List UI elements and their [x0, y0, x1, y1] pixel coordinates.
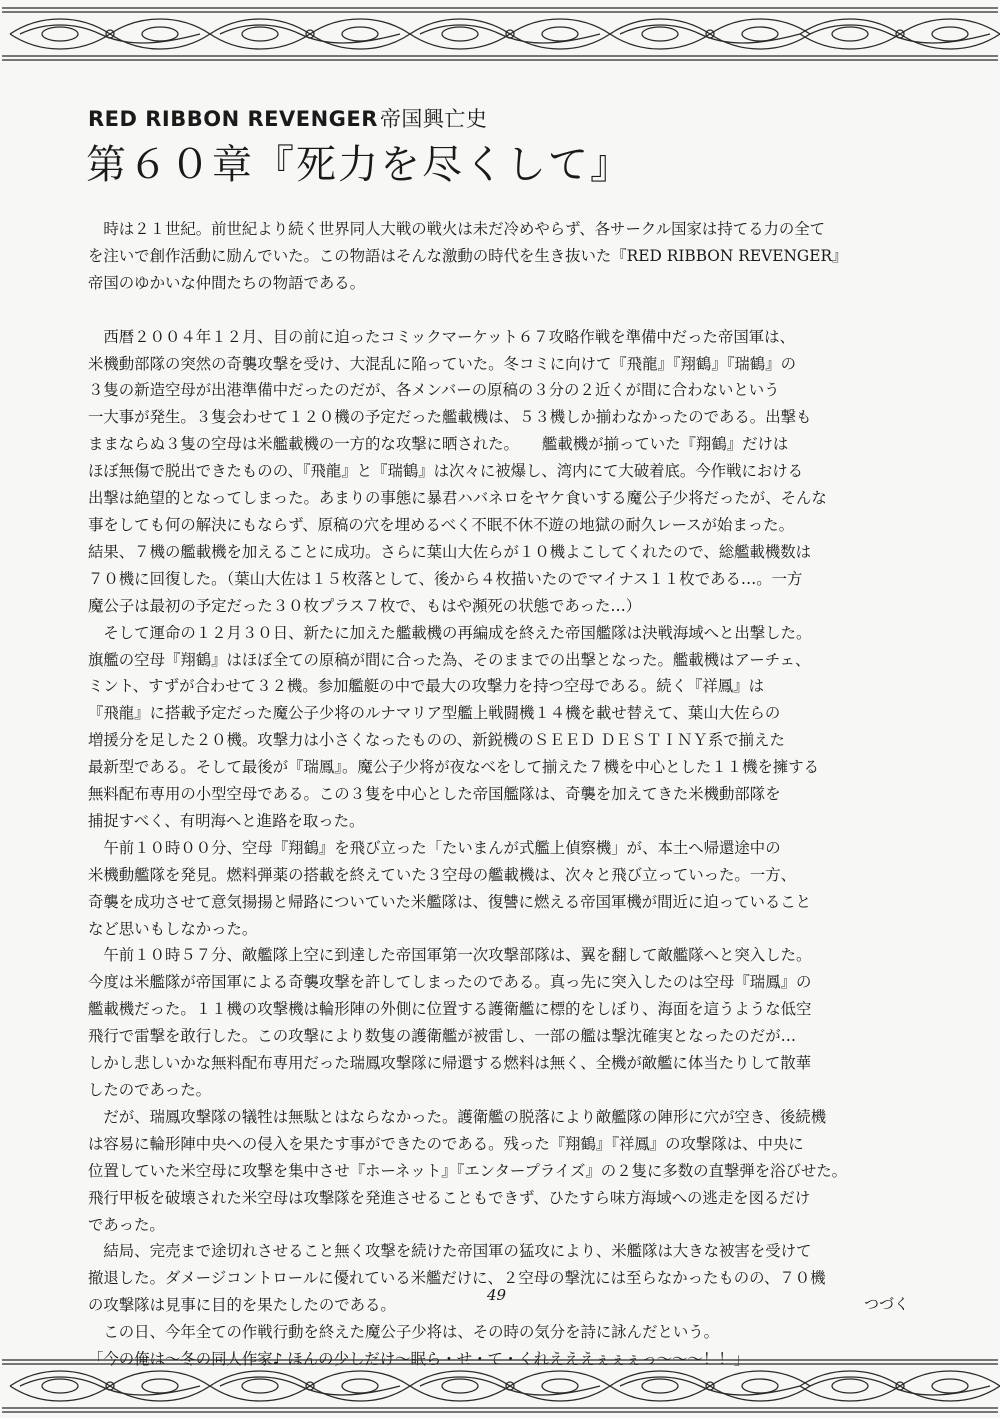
- bottom-ornamental-border: [0, 1354, 1000, 1418]
- chapter-title: 第６０章『死力を尽くして』: [86, 142, 632, 188]
- story-body: 時は２１世紀。前世紀より続く世界同人大戦の戦火は未だ冷めやらず、各サークル国家は持てる力の全て を注いで創作活動に励んでいた。この物語はそんな激動の時代を生き抜いた『RED RIBBON REVENGER』 帝国のゆかいな仲間たちの物語である。 西暦２００４年１２月、目の前に迫ったコミックマーケット６７攻略作戦を準備中だった帝国軍は、 米機動部隊の突然の奇襲攻撃を受け、大混乱に陥っていた。冬コミに向けて『飛龍』『翔鶴』『瑞鶴』の ３隻の新造空母が出港準備中だったのだが、各メンバーの原稿の３分の２近くが間に合わないという 一大事が発生。３隻会わせて１２０機の予定だった艦載機は、５３機しか揃わなかったのである。出撃も ままならぬ３隻の空母は米艦載機の一方的な攻撃に晒された。 艦載機が揃っていた『翔鶴』だけは ほぼ無傷で脱出できたものの、『飛龍』と『瑞鶴』は次々に被爆し、湾内にて大破着底。今作戦における 出撃は絶望的となってしまった。あまりの事態に暴君ハバネロをヤケ食いする魔公子少将だったが、そんな 事をしても何の解決にもならず、原稿の穴を埋めるべく不眠不休不遊の地獄の耐久レースが始まった。 結果、７機の艦載機を加えることに成功。さらに葉山大佐らが１０機よこしてくれたので、総艦載機数は ７０機に回復した。（葉山大佐は１５枚落として、後から４枚描いたのでマイナス１１枚である…。一方 魔公子は最初の予定だった３０枚プラス７枚で、もはや瀕死の状態であった…） そして運命の１２月３０日、新たに加えた艦載機の再編成を終えた帝国艦隊は決戦海域へと出撃した。 旗艦の空母『翔鶴』はほぼ全ての原稿が間に合った為、そのままでの出撃となった。艦載機はアーチェ、 ミント、すずが合わせて３２機。参加艦艇の中で最大の攻撃力を持つ空母である。続く『祥鳳』は 『飛龍』に搭載予定だった魔公子少将のルナマリア型艦上戦闘機１４機を載せ替えて、葉山大佐らの 増援分を足した２０機。攻撃力は小さくなったものの、新鋭機のＳＥＥＤ ＤＥＳＴＩＮＹ系で揃えた 最新型である。そして最後が『瑞鳳』。魔公子少将が夜なべをして揃えた７機を中心とした１１機を擁する 無料配布専用の小型空母である。この３隻を中心とした帝国艦隊は、奇襲を加えてきた米機動部隊を 捕捉すべく、有明海へと進路を取った。 午前１０時００分、空母『翔鶴』を飛び立った「たいまんが式艦上偵察機」が、本土へ帰還途中の 米機動艦隊を発見。燃料弾薬の搭載を終えていた３空母の艦載機は、次々と飛び立っていった。一方、 奇襲を成功させて意気揚揚と帰路についていた米艦隊は、復讐に燃える帝国軍機が間近に迫っていること など思いもしなかった。 午前１０時５７分、敵艦隊上空に到達した帝国軍第一次攻撃部隊は、翼を翻して敵艦隊へと突入した。 今度は米艦隊が帝国軍による奇襲攻撃を許してしまったのである。真っ先に突入したのは空母『瑞鳳』の 艦載機だった。１１機の攻撃機は輪形陣の外側に位置する護衛艦に標的をしぼり、海面を這うような低空 飛行で雷撃を敢行した。この攻撃により数隻の護衛艦が被雷し、一部の艦は撃沈確実となったのだが… しかし悲しいかな無料配布専用だった瑞鳳攻撃隊に帰還する燃料は無く、全機が敵艦に体当たりして散華 したのであった。 だが、瑞鳳攻撃隊の犠牲は無駄とはならなかった。護衛艦の脱落により敵艦隊の陣形に穴が空き、後続機 は容易に輪形陣中央への侵入を果たす事ができたのである。残った『翔鶴』『祥鳳』の攻撃隊は、中央に 位置していた米空母に攻撃を集中させ『ホーネット』『エンタープライズ』の２隻に多数の直撃弾を浴びせた。 飛行甲板を破壊された米空母は攻撃隊を発進させることもできず、ひたすら味方海域への逃走を図るだけ であった。 結局、完売まで途切れさせること無く攻撃を続けた帝国軍の猛攻により、米艦隊は大きな被害を受けて 撤退した。ダメージコントロールに優れている米艦だけに、２空母の撃沈には至らなかったものの、７０機 の攻撃隊は見事に目的を果たしたのである。 この日、今年全ての作戦行動を終えた魔公子少将は、その時の気分を詩に詠んだという。 「今の俺は〜冬の同人作家♪ ほんの少しだけ〜眠ら・せ・て・くれえええぇぇぇっ〜〜〜！！」: [88, 220, 848, 1369]
- series-title-jp: 帝国興亡史: [379, 107, 488, 131]
- continued-label: つづく: [864, 1295, 910, 1313]
- chapter-header: [88, 103, 487, 133]
- top-ornamental-border: [0, 2, 1000, 66]
- series-title: [88, 103, 487, 133]
- page-number: 49: [487, 1286, 507, 1304]
- series-title-en: RED RIBBON REVENGER: [88, 107, 378, 131]
